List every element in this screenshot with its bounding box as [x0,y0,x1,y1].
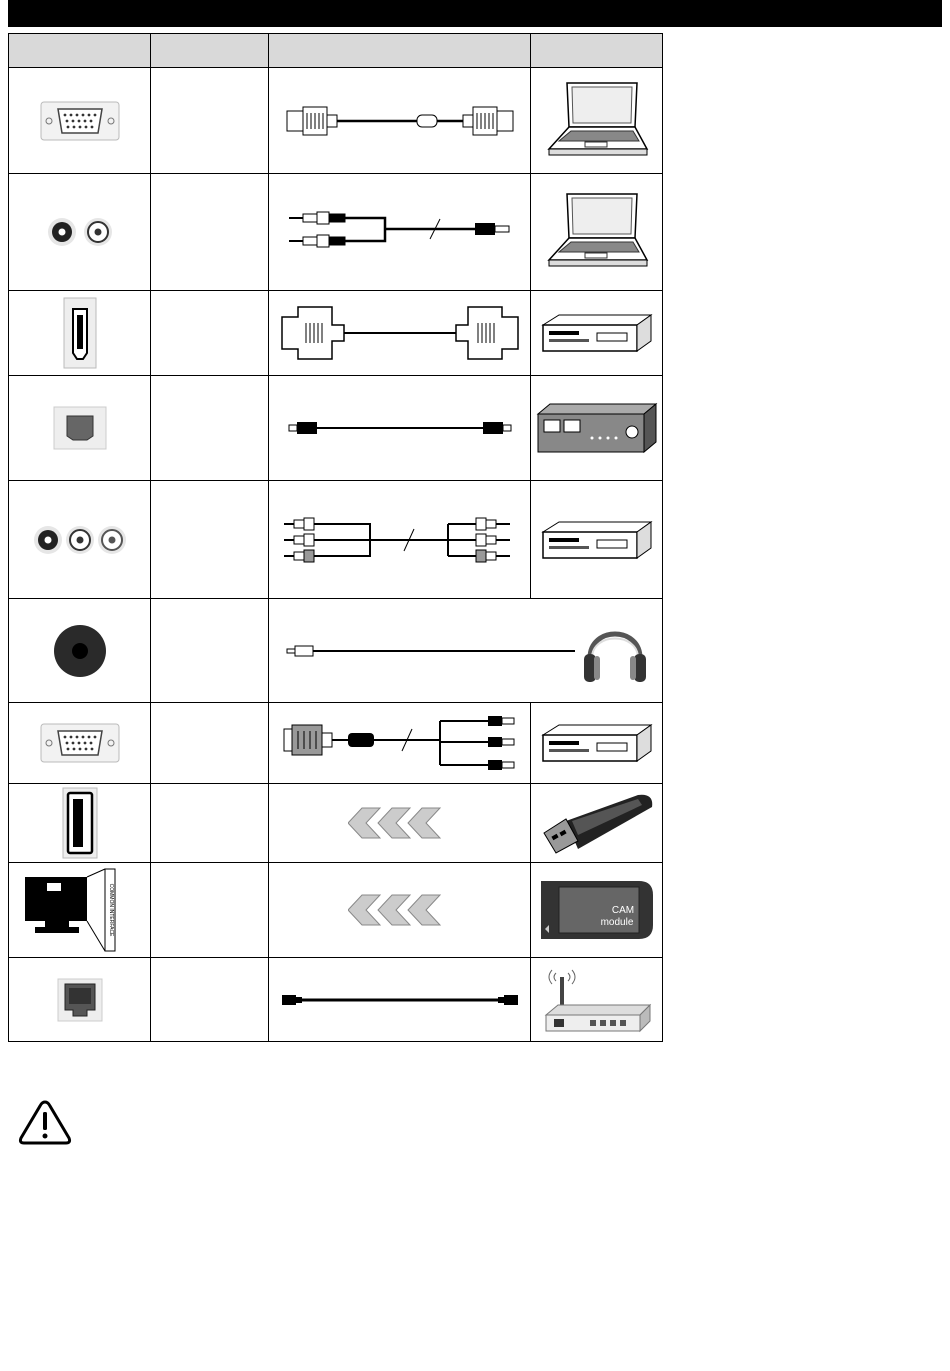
table-row [9,68,663,174]
table-row [9,863,663,958]
hdmi-port-icon [63,297,97,369]
ethernet-port-icon [57,978,103,1022]
player-device-icon [541,311,653,355]
row-label [151,481,269,599]
vga-cable-icon [285,101,515,141]
component-rca-port-icon [32,523,128,557]
column-header [9,34,151,68]
table-row [9,376,663,481]
insert-arrows-icon [348,893,452,927]
module-label: module [600,917,633,928]
ci-slot-tv-icon [21,867,139,953]
audio-in-rca-port-icon [45,215,115,249]
lan-cable-icon [280,992,520,1008]
vga-port-icon [40,101,120,141]
laptop-icon [545,79,649,163]
table-row [9,958,663,1042]
headphone-port-icon [52,623,108,679]
column-header [531,34,663,68]
row-label [151,376,269,481]
amplifier-icon [536,402,658,454]
table-row [9,703,663,784]
row-label [151,703,269,784]
vga-port-icon [40,723,120,763]
optical-spdif-port-icon [53,406,107,450]
player-device-icon [541,721,653,765]
table-row [9,599,663,703]
ci-slot-label: COMMON INTERFACE [107,883,114,937]
player-device-icon [541,518,653,562]
row-label [151,863,269,958]
row-label [151,68,269,174]
table-header-row [9,34,663,68]
cam-label: CAM [611,905,634,916]
rca-to-jack-cable-icon [285,207,515,257]
cam-module-icon [539,879,655,941]
usb-port-icon [62,787,98,859]
row-label [151,174,269,291]
optical-cable-icon [285,418,515,438]
row-label [151,291,269,376]
table-row [9,481,663,599]
row-label [151,784,269,863]
header-bar [8,0,942,27]
laptop-icon [545,190,649,274]
column-header [269,34,531,68]
usb-stick-icon [538,791,656,855]
vga-to-component-cable-icon [280,713,520,773]
hdmi-cable-icon [280,303,520,363]
table-row [9,174,663,291]
connections-table [8,33,663,1042]
table-row [9,291,663,376]
insert-arrows-icon [348,806,452,840]
column-header [151,34,269,68]
table-row [9,784,663,863]
router-icon [542,965,652,1035]
headphones-icon [580,616,650,686]
warning-triangle-icon [18,1098,72,1146]
row-label [151,958,269,1042]
component-cable-icon [280,515,520,565]
row-label [151,599,269,703]
headphone-jack-cable-icon [285,643,575,659]
